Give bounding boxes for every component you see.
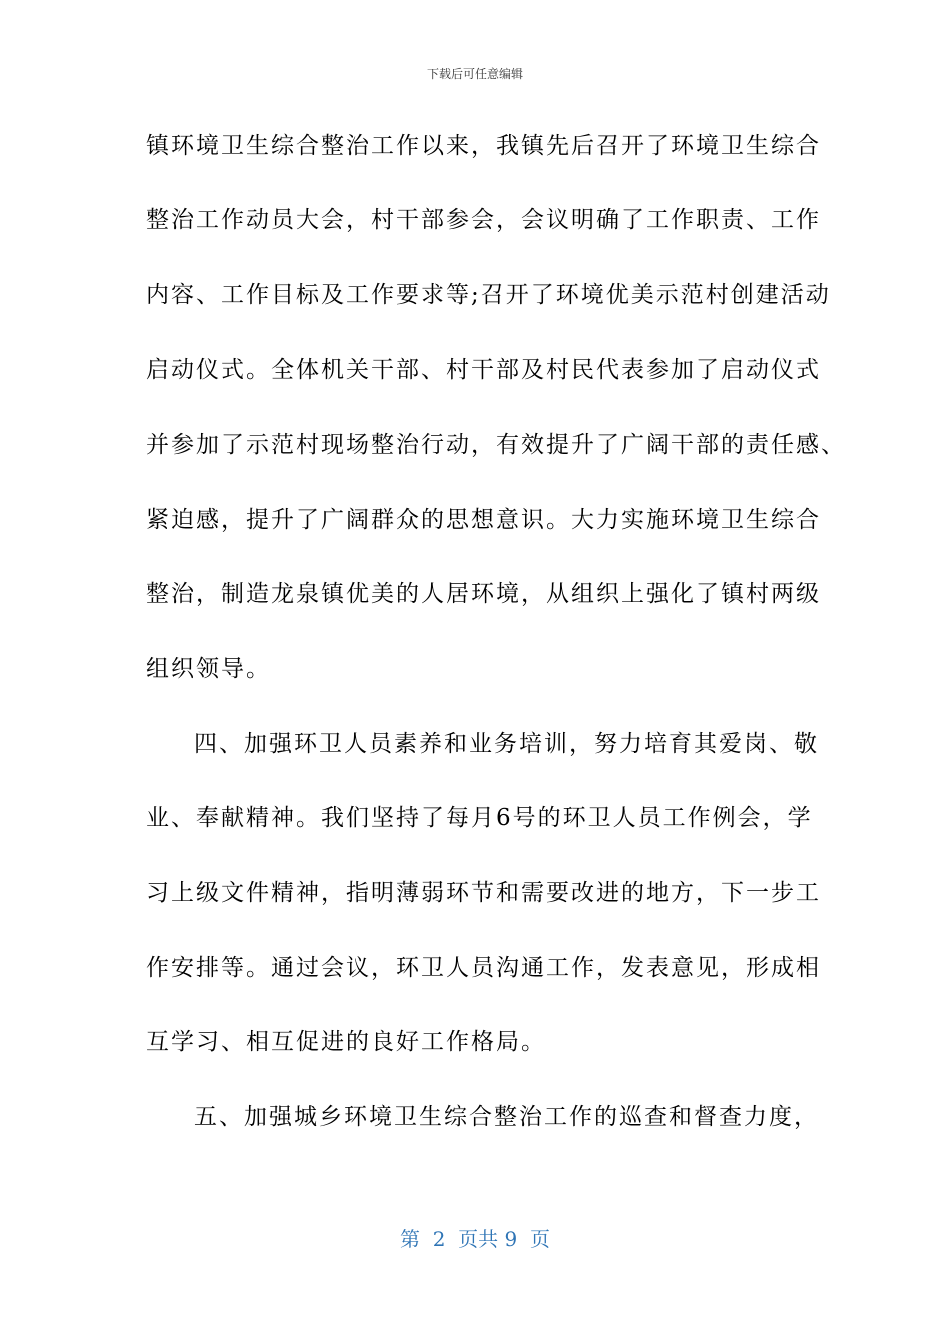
- paragraph-start-line: 五、加强城乡环境卫生综合整治工作的巡查和督查力度，: [194, 1104, 819, 1130]
- body-line: 镇环境卫生综合整治工作以来，我镇先后召开了环境卫生综合: [146, 133, 821, 159]
- body-line: 作安排等。通过会议，环卫人员沟通工作，发表意见，形成相: [146, 955, 821, 981]
- page-header: 下载后可任意编辑: [426, 67, 523, 81]
- body-line: 习上级文件精神，指明薄弱环节和需要改进的地方，下一步工: [146, 880, 821, 906]
- body-line: 启动仪式。全体机关干部、村干部及村民代表参加了启动仪式: [146, 357, 821, 383]
- body-line: 内容、工作目标及工作要求等;召开了环境优美示范村创建活动: [146, 282, 831, 308]
- page-number-footer: 第 2 页共 9 页: [400, 1227, 550, 1251]
- body-line: 整治工作动员大会，村干部参会，会议明确了工作职责、工作: [146, 207, 821, 233]
- body-line: 并参加了示范村现场整治行动，有效提升了广阔干部的责任感、: [146, 432, 846, 458]
- paragraph-start-line: 四、加强环卫人员素养和业务培训，努力培育其爱岗、敬: [194, 731, 819, 757]
- body-line: 组织领导。: [146, 656, 271, 682]
- body-line: 业、奉献精神。我们坚持了每月6号的环卫人员工作例会，学: [146, 805, 813, 831]
- body-line: 互学习、相互促进的良好工作格局。: [146, 1029, 546, 1055]
- body-line: 紧迫感，提升了广阔群众的思想意识。大力实施环境卫生综合: [146, 507, 821, 533]
- body-line: 整治，制造龙泉镇优美的人居环境，从组织上强化了镇村两级: [146, 581, 821, 607]
